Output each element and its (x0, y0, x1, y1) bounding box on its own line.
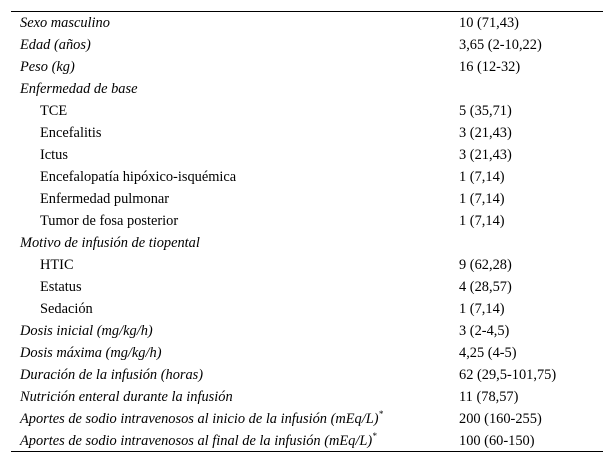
row-label-cell (11, 78, 459, 100)
row-label: Enfermedad pulmonar (40, 190, 170, 207)
row-label-cell (11, 386, 459, 408)
row-label-cell (11, 210, 459, 232)
row-value-cell (459, 232, 603, 254)
row-label-cell (11, 56, 459, 78)
table-row (11, 122, 603, 144)
table-row (11, 188, 603, 210)
row-label: Estatus (40, 278, 82, 295)
row-value-cell (459, 210, 603, 232)
footnote-marker: * (378, 408, 384, 419)
table-row (11, 34, 603, 56)
table-row (11, 232, 603, 254)
table-row (11, 166, 603, 188)
row-label: Sedación (40, 300, 93, 317)
row-value-cell (459, 320, 603, 342)
row-value-cell (459, 364, 603, 386)
table-row (11, 342, 603, 364)
row-label: Nutrición enteral durante la infusión (20, 388, 233, 405)
row-label-cell (11, 144, 459, 166)
row-label-cell (11, 166, 459, 188)
row-value: 10 (71,43) (459, 15, 519, 31)
row-label-cell (11, 342, 459, 364)
row-label: Enfermedad de base (20, 80, 138, 97)
row-label: Sexo masculino (20, 15, 110, 31)
data-table-container (11, 11, 603, 452)
row-label: Dosis inicial (mg/kg/h) (20, 322, 153, 339)
row-value-cell (459, 342, 603, 364)
row-value: 1 (7,14) (459, 300, 505, 317)
footnote-marker: * (372, 430, 377, 441)
row-label: Aportes de sodio intravenosos al inicio de la infusión (mEq/L) (20, 410, 379, 427)
row-value-cell (459, 188, 603, 210)
table-row (11, 210, 603, 232)
row-label-cell (11, 232, 459, 254)
row-value-cell (459, 12, 603, 34)
row-label: TCE (40, 102, 68, 119)
row-label: Aportes de sodio intravenosos al final de la infusión (mEq/L) (20, 432, 373, 449)
row-value: 4,25 (4-5) (459, 344, 517, 361)
row-label: Motivo de infusión de tiopental (20, 234, 200, 251)
row-label-cell (11, 408, 459, 430)
row-value: 16 (12-32) (459, 58, 521, 75)
row-label-cell (11, 122, 459, 144)
row-label: Edad (años) (20, 36, 91, 53)
row-value-cell (459, 144, 603, 166)
row-label-cell (11, 298, 459, 320)
table-row (11, 12, 603, 34)
row-value-cell (459, 56, 603, 78)
row-value: 1 (7,14) (459, 212, 505, 229)
row-value-cell (459, 386, 603, 408)
table-row (11, 408, 603, 430)
row-label-cell (11, 188, 459, 210)
row-value-cell (459, 254, 603, 276)
row-value-cell (459, 100, 603, 122)
row-value: 200 (160-255) (459, 410, 542, 427)
row-label-cell (11, 12, 459, 34)
row-label-cell (11, 100, 459, 122)
table-row (11, 144, 603, 166)
row-label: Encefalopatía hipóxico-isquémica (40, 168, 237, 185)
row-value-cell (459, 430, 603, 452)
row-label-cell (11, 430, 459, 452)
table-row (11, 364, 603, 386)
table-row (11, 56, 603, 78)
row-value: 1 (7,14) (459, 168, 505, 185)
row-value-cell (459, 34, 603, 56)
row-value: 62 (29,5-101,75) (459, 366, 557, 383)
row-value: 1 (7,14) (459, 190, 505, 207)
row-label: Dosis máxima (mg/kg/h) (20, 344, 162, 361)
row-label-cell (11, 364, 459, 386)
table-row (11, 298, 603, 320)
row-value: 3 (2-4,5) (459, 322, 510, 339)
row-label: Peso (kg) (20, 58, 75, 75)
row-value-cell (459, 276, 603, 298)
table-row (11, 320, 603, 342)
row-value: 3 (21,43) (459, 146, 512, 163)
row-value: 5 (35,71) (459, 102, 512, 119)
row-value-cell (459, 408, 603, 430)
table-row (11, 386, 603, 408)
row-value: 3 (21,43) (459, 124, 512, 141)
table-row (11, 100, 603, 122)
row-value-cell (459, 166, 603, 188)
row-label-cell (11, 276, 459, 298)
row-value: 9 (62,28) (459, 256, 512, 273)
row-value-cell (459, 298, 603, 320)
row-label: Ictus (40, 146, 68, 163)
table-body (11, 12, 603, 452)
row-label: Tumor de fosa posterior (40, 212, 179, 229)
table-row (11, 78, 603, 100)
table-row (11, 254, 603, 276)
row-value-cell (459, 78, 603, 100)
row-label: HTIC (40, 256, 74, 273)
data-table (11, 11, 603, 452)
row-value: 4 (28,57) (459, 278, 512, 295)
row-label-cell (11, 320, 459, 342)
row-label: Encefalitis (40, 124, 102, 141)
row-label: Duración de la infusión (horas) (20, 366, 204, 383)
row-value: 11 (78,57) (459, 388, 519, 405)
row-label-cell (11, 254, 459, 276)
table-row (11, 276, 603, 298)
row-label-cell (11, 34, 459, 56)
table-row (11, 430, 603, 452)
row-value-cell (459, 122, 603, 144)
row-value: 3,65 (2-10,22) (459, 36, 542, 53)
row-value: 100 (60-150) (459, 432, 535, 449)
